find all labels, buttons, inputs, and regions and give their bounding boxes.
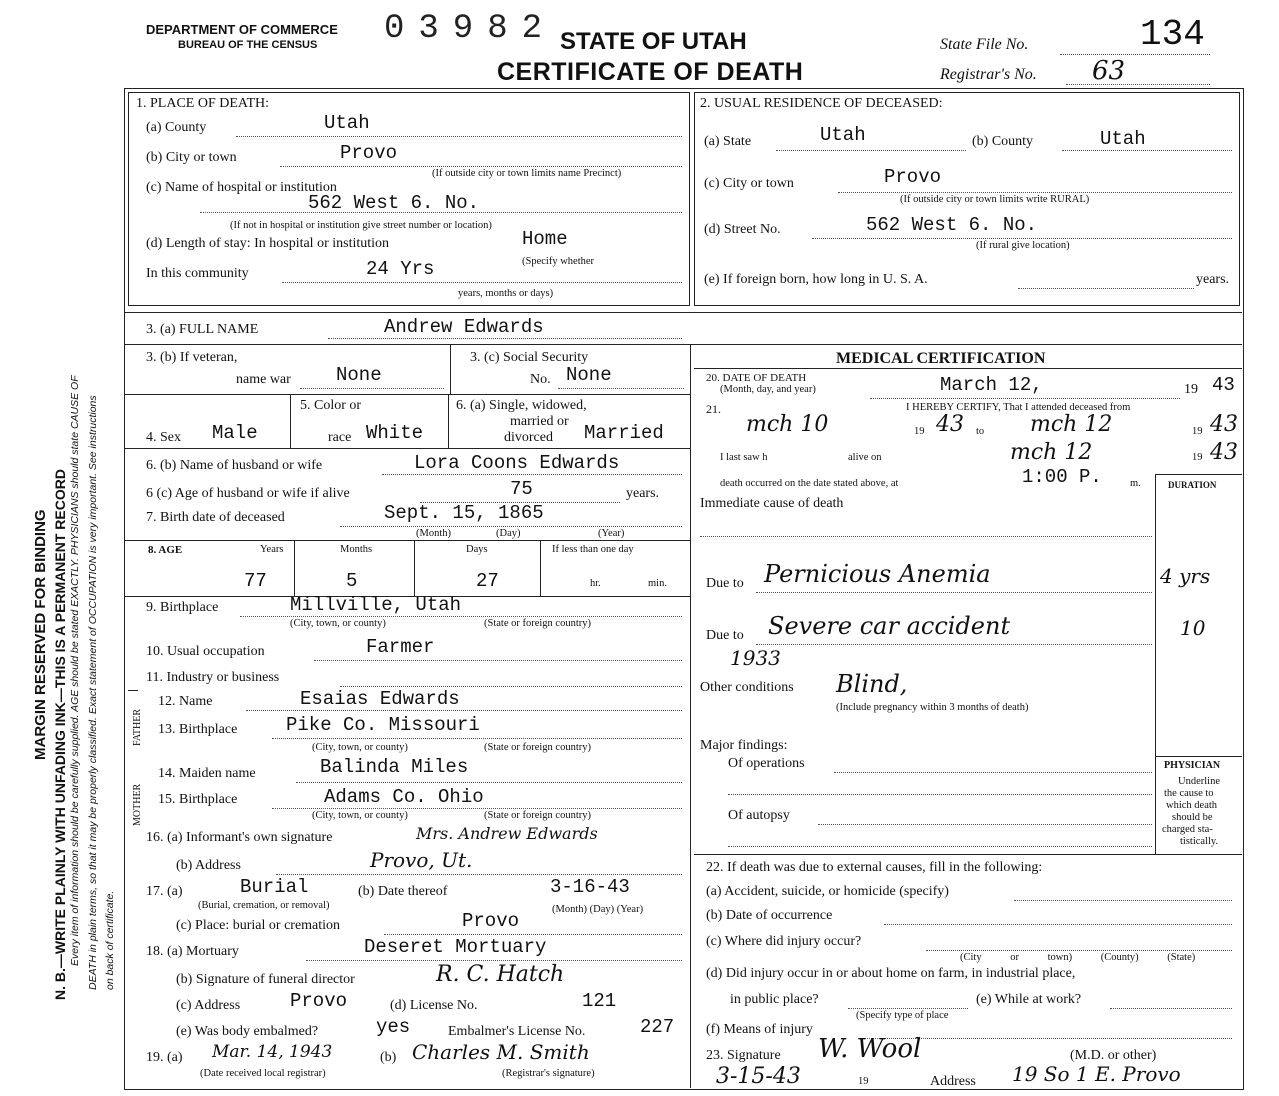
due-to-2-year: 1933 <box>730 646 781 670</box>
residence-heading: 2. USUAL RESIDENCE OF DECEASED: <box>700 96 943 111</box>
industry-label: 11. Industry or business <box>146 670 280 685</box>
foreign-born-suffix: years. <box>1196 272 1230 287</box>
death-county-value: Utah <box>324 112 370 134</box>
embalmed-value: yes <box>376 1016 411 1038</box>
sex-value: Male <box>212 422 258 444</box>
due-to-2-value: Severe car accident <box>768 612 1011 640</box>
mother-side-label: MOTHER <box>132 783 143 826</box>
operations-label: Of operations <box>728 756 805 771</box>
external-f-label: (f) Means of injury <box>706 1022 813 1037</box>
external-d-label: (d) Did injury occur in or about home on farm, in industrial place, <box>706 966 1076 981</box>
external-c-label: (c) Where did injury occur? <box>706 934 862 949</box>
marital-label-2: married or <box>510 414 569 429</box>
foreign-born-label: (e) If foreign born, how long in U. S. A. <box>704 272 928 287</box>
last-saw-value: mch 12 <box>1010 440 1093 465</box>
community-label: In this community <box>146 266 249 281</box>
age-days-value: 27 <box>476 570 499 592</box>
signature-label: 23. Signature <box>706 1048 781 1063</box>
date-of-death-year-prefix: 19 <box>1184 382 1198 397</box>
burial-value: Burial <box>240 876 309 898</box>
medical-heading: MEDICAL CERTIFICATION <box>836 350 1046 367</box>
director-label: (b) Signature of funeral director <box>176 972 355 987</box>
occupation-value: Farmer <box>366 636 435 658</box>
major-findings-label: Major findings: <box>700 738 788 753</box>
residence-county-label: (b) County <box>972 134 1034 149</box>
mortuary-value: Deseret Mortuary <box>364 936 547 958</box>
stamp-number: 03982 <box>384 10 557 48</box>
age-label: 8. AGE <box>148 544 183 556</box>
age-years-value: 77 <box>244 570 267 592</box>
instructions-note-2: DEATH in plain terms, so that it may be properly classified. Exact statement of OCCUPATION is very important. See instructions <box>87 395 99 990</box>
birth-day-note: (Day) <box>496 528 521 539</box>
date-of-death-value: March 12, <box>940 374 1043 396</box>
father-birth-label: 13. Birthplace <box>158 722 238 737</box>
due-to-1-duration: 4 yrs <box>1160 564 1211 588</box>
received-label: 19. (a) <box>146 1050 183 1065</box>
hospital-note: (If not in hospital or institution give street number or location) <box>230 220 492 231</box>
external-d-note: (Specify type of place <box>856 1010 949 1021</box>
color-value: White <box>366 422 424 444</box>
embalmed-label: (e) Was body embalmed? <box>176 1024 319 1039</box>
external-d-label-2: in public place? <box>730 992 819 1007</box>
physician-note-6: tistically. <box>1180 836 1219 847</box>
residence-state-label: (a) State <box>704 134 752 149</box>
residence-city-note: (If outside city or town limits write RURAL) <box>900 194 1090 205</box>
color-label: 5. Color or <box>300 398 362 413</box>
date-of-death-note: (Month, day, and year) <box>720 384 816 395</box>
occurred-suffix: m. <box>1130 478 1141 489</box>
embalmer-label: Embalmer's License No. <box>448 1024 586 1039</box>
residence-street-note: (If rural give location) <box>976 240 1070 251</box>
full-name-value: Andrew Edwards <box>384 316 544 338</box>
death-county-label: (a) County <box>146 120 207 135</box>
informant-signature: Mrs. Andrew Edwards <box>416 824 598 843</box>
attended-from-value: mch 10 <box>746 412 829 437</box>
attended-to-year: 43 <box>1210 412 1238 437</box>
spouse-age-suffix: years. <box>626 486 660 501</box>
residence-street-value: 562 West 6. No. <box>866 214 1038 236</box>
physician-note-2: the cause to <box>1164 788 1214 799</box>
bureau-label: BUREAU OF THE CENSUS <box>178 39 318 51</box>
license-value: 121 <box>582 990 617 1012</box>
burial-date-label: (b) Date thereof <box>358 884 448 899</box>
mother-birth-value: Adams Co. Ohio <box>324 786 484 808</box>
residence-state-value: Utah <box>820 124 866 146</box>
physician-note-5: charged sta- <box>1162 824 1213 835</box>
father-name-value: Esaias Edwards <box>300 688 460 710</box>
last-saw-year: 43 <box>1210 440 1238 465</box>
md-label: (M.D. or other) <box>1070 1048 1157 1063</box>
immediate-cause-label: Immediate cause of death <box>700 496 844 511</box>
permanent-record-note: N. B.—WRITE PLAINLY WITH UNFADING INK—THIS IS A PERMANENT RECORD <box>52 469 68 1000</box>
birth-date-value: Sept. 15, 1865 <box>384 502 544 524</box>
occupation-label: 10. Usual occupation <box>146 644 265 659</box>
last-saw-mid: alive on <box>848 452 882 463</box>
registrar-signature: Charles M. Smith <box>412 1040 590 1064</box>
spouse-value: Lora Coons Edwards <box>414 452 620 474</box>
department-label: DEPARTMENT OF COMMERCE <box>146 22 338 37</box>
embalmer-value: 227 <box>640 1016 675 1038</box>
received-date-value: Mar. 14, 1943 <box>212 1042 333 1062</box>
birthplace-city-note: (City, town, or county) <box>290 618 386 629</box>
signature-date: 3-15-43 <box>716 1064 801 1089</box>
registrar-label: Registrar's No. <box>940 66 1037 83</box>
due-to-2-duration: 10 <box>1180 616 1206 640</box>
physician-note-1: Underline <box>1178 776 1220 787</box>
external-a-label: (a) Accident, suicide, or homicide (specify) <box>706 884 949 899</box>
mother-city-note: (City, town, or county) <box>312 810 408 821</box>
physician-heading: PHYSICIAN <box>1164 760 1221 771</box>
certify-number: 21. <box>706 402 721 416</box>
external-e-label: (e) While at work? <box>976 992 1082 1007</box>
hospital-label: (c) Name of hospital or institution <box>146 180 337 195</box>
mortuary-address-label: (c) Address <box>176 998 241 1013</box>
attended-from-prefix: 19 <box>914 426 925 437</box>
veteran-value: None <box>336 364 382 386</box>
attended-to-value: mch 12 <box>1030 412 1113 437</box>
certify-text: I HEREBY CERTIFY, That I attended deceased from <box>906 402 1131 413</box>
color-label-2: race <box>328 430 352 445</box>
marital-value: Married <box>584 422 664 444</box>
last-saw-prefix: 19 <box>1192 452 1203 463</box>
hr-label: hr. <box>590 578 601 589</box>
min-label: min. <box>648 578 667 589</box>
death-city-note: (If outside city or town limits name Precinct) <box>432 168 622 179</box>
death-city-value: Provo <box>340 142 398 164</box>
other-conditions-value: Blind, <box>836 670 908 698</box>
stay-value: Home <box>522 228 568 250</box>
other-conditions-note: (Include pregnancy within 3 months of death) <box>836 702 1029 713</box>
marital-label: 6. (a) Single, widowed, <box>456 398 587 413</box>
license-label: (d) License No. <box>390 998 478 1013</box>
director-signature: R. C. Hatch <box>436 962 565 987</box>
age-months-value: 5 <box>346 570 358 592</box>
burial-label: 17. (a) <box>146 884 183 899</box>
due-to-1-label: Due to <box>706 576 744 591</box>
date-of-death-year: 43 <box>1212 374 1235 396</box>
physician-note-3: which death <box>1166 800 1218 811</box>
spouse-age-label: 6 (c) Age of husband or wife if alive <box>146 486 350 501</box>
physician-address-label: Address <box>930 1074 976 1089</box>
stay-note: (Specify whether <box>522 256 595 267</box>
birthplace-value: Millville, Utah <box>290 594 462 616</box>
due-to-1-value: Pernicious Anemia <box>764 560 991 588</box>
other-conditions-label: Other conditions <box>700 680 794 695</box>
due-to-2-label: Due to <box>706 628 744 643</box>
binding-margin-note: MARGIN RESERVED FOR BINDING <box>32 509 49 760</box>
birth-month-note: (Month) <box>416 528 451 539</box>
signature-date-suffix: 19 <box>858 1076 869 1087</box>
birth-date-label: 7. Birth date of deceased <box>146 510 285 525</box>
father-birth-value: Pike Co. Missouri <box>286 714 480 736</box>
mother-name-label: 14. Maiden name <box>158 766 256 781</box>
autopsy-label: Of autopsy <box>728 808 790 823</box>
informant-label: 16. (a) Informant's own signature <box>146 830 333 845</box>
father-state-note: (State or foreign country) <box>484 742 592 753</box>
mother-name-value: Balinda Miles <box>320 756 469 778</box>
sex-label: 4. Sex <box>146 430 181 445</box>
death-city-label: (b) City or town <box>146 150 237 165</box>
ssn-label: 3. (c) Social Security <box>470 350 589 365</box>
father-side-label: FATHER <box>132 708 143 746</box>
father-city-note: (City, town, or county) <box>312 742 408 753</box>
veteran-label: 3. (b) If veteran, <box>146 350 238 365</box>
physician-signature: W. Wool <box>818 1034 922 1064</box>
hospital-value: 562 West 6. No. <box>308 192 480 214</box>
burial-place-value: Provo <box>462 910 520 932</box>
date-of-death-label: 20. DATE OF DEATH <box>706 372 807 384</box>
spouse-label: 6. (b) Name of husband or wife <box>146 458 323 473</box>
birth-year-note: (Year) <box>598 528 625 539</box>
external-heading: 22. If death was due to external causes, fill in the following: <box>706 860 1043 875</box>
external-c-note: (City or town) (County) (State) <box>960 952 1196 963</box>
state-file-value: 134 <box>1140 14 1205 55</box>
mother-birth-label: 15. Birthplace <box>158 792 238 807</box>
mother-state-note: (State or foreign country) <box>484 810 592 821</box>
burial-date-value: 3-16-43 <box>550 876 630 898</box>
burial-place-label: (c) Place: burial or cremation <box>176 918 341 933</box>
father-name-label: 12. Name <box>158 694 213 709</box>
received-note: (Date received local registrar) <box>200 1068 326 1079</box>
stay-label: (d) Length of stay: In hospital or institution <box>146 236 390 251</box>
burial-note: (Burial, cremation, or removal) <box>198 900 330 911</box>
residence-city-label: (c) City or town <box>704 176 794 191</box>
birthplace-label: 9. Birthplace <box>146 600 219 615</box>
attended-from-year: 43 <box>936 412 964 437</box>
physician-note-4: should be <box>1172 812 1213 823</box>
to-label: to <box>976 426 985 437</box>
duration-label: DURATION <box>1168 480 1217 490</box>
instructions-note-3: on back of certificate. <box>104 890 116 990</box>
registrar-sign-label: (b) <box>380 1050 397 1065</box>
physician-address-value: 19 So 1 E. Provo <box>1012 1062 1181 1086</box>
veteran-label-2: name war <box>236 372 291 387</box>
registrar-note: (Registrar's signature) <box>502 1068 595 1079</box>
residence-street-label: (d) Street No. <box>704 222 781 237</box>
birthplace-state-note: (State or foreign country) <box>484 618 592 629</box>
place-of-death-heading: 1. PLACE OF DEATH: <box>136 96 270 111</box>
ssn-label-2: No. <box>530 372 551 387</box>
occurred-label: death occurred on the date stated above, at <box>720 478 899 489</box>
burial-date-note: (Month) (Day) (Year) <box>552 904 644 915</box>
state-file-label: State File No. <box>940 36 1029 53</box>
last-saw-label: I last saw h <box>720 452 768 463</box>
attended-to-prefix: 19 <box>1192 426 1203 437</box>
residence-city-value: Provo <box>884 166 942 188</box>
state-title: STATE OF UTAH <box>560 28 747 55</box>
residence-county-value: Utah <box>1100 128 1146 150</box>
community-note: years, months or days) <box>458 288 554 299</box>
mortuary-address-value: Provo <box>290 990 348 1012</box>
age-years-label: Years <box>260 544 284 555</box>
informant-address-value: Provo, Ut. <box>370 848 473 872</box>
full-name-label: 3. (a) FULL NAME <box>146 322 259 337</box>
ssn-value: None <box>566 364 612 386</box>
age-days-label: Days <box>466 544 488 555</box>
instructions-note-1: Every item of information should be carefully supplied. AGE should be stated EXACTLY. PHYSICIANS should state CAUSE OF <box>69 375 81 966</box>
age-months-label: Months <box>340 544 373 555</box>
occurred-time: 1:00 P. <box>1022 466 1102 488</box>
mortuary-label: 18. (a) Mortuary <box>146 944 239 959</box>
registrar-value: 63 <box>1092 56 1126 86</box>
informant-address-label: (b) Address <box>176 858 241 873</box>
external-b-label: (b) Date of occurrence <box>706 908 833 923</box>
marital-label-3: divorced <box>504 430 553 445</box>
certificate-title: CERTIFICATE OF DEATH <box>497 58 804 86</box>
spouse-age-value: 75 <box>510 478 533 500</box>
under-day-label: If less than one day <box>552 544 634 555</box>
community-value: 24 Yrs <box>366 258 435 280</box>
